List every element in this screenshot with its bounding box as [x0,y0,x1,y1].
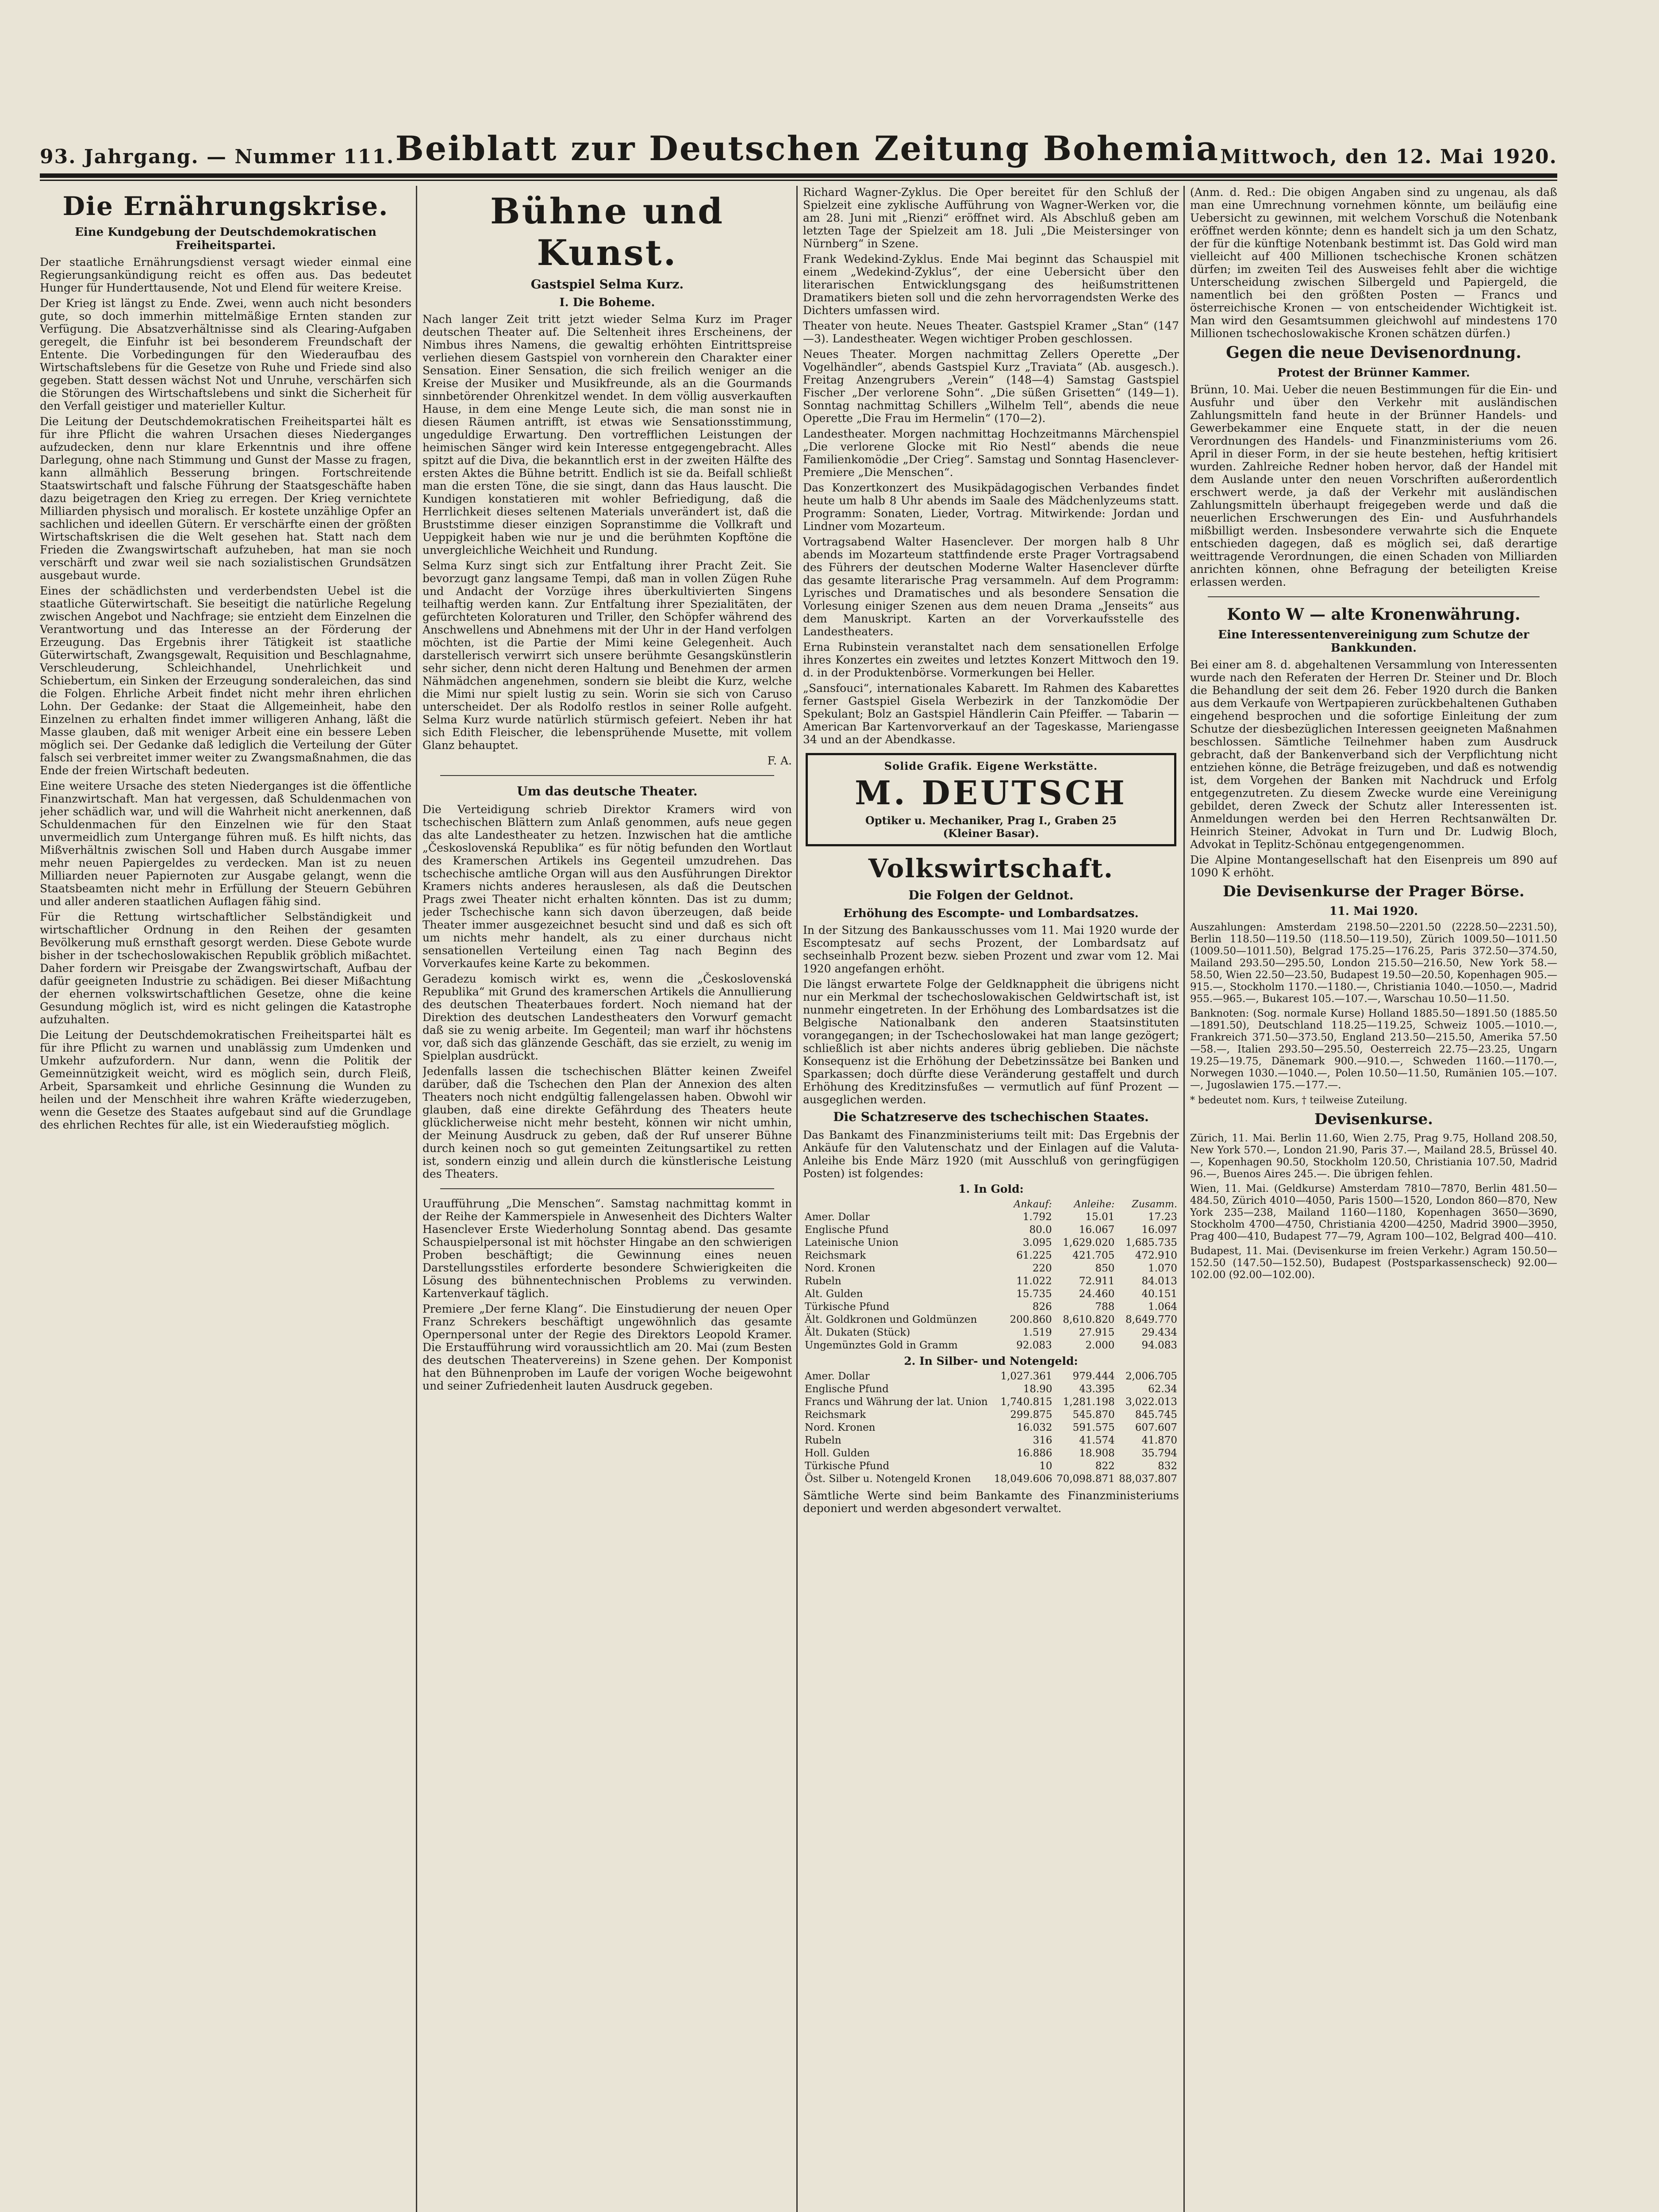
paragraph: Theater von heute. Neues Theater. Gastspiel Kramer „Stan“ (147—3). Landestheater. Wegen wichtiger Proben geschlossen. [803,319,1179,345]
paragraph: Das Bankamt des Finanzministeriums teilt mit: Das Ergebnis der Ankäufe für den Valutenschatz und der Einlagen auf die Valuta-Anleihe bis Ende März 1920 (mit Ausschluß von geringfügigen Posten) ist folgendes: [803,1129,1179,1180]
table-row [803,1383,1179,1396]
table-body [803,1370,1179,1486]
value-cell: 88,037.807 [1119,1473,1177,1485]
paragraph: Das Konzertkonzert des Musikpädagogischen Verbandes findet heute um halb 8 Uhr abends im Saale des Mädchenlyzeums statt. Programm: Sonaten, Lieder, Vortrag. Mitwirkende: Jordan und Lindner vom Mozarteum. [803,481,1179,533]
value-cell: 1,281.198 [1063,1396,1115,1408]
author-signature: F. A. [767,754,792,767]
value-cell: 850 [1095,1263,1115,1274]
paragraph: Vortragsabend Walter Hasenclever. Der morgen halb 8 Uhr abends im Mozarteum stattfindende erste Prager Vortragsabend des Führers der deutschen Moderne Walter Hasenclever dürfte das gesamte literarische Prag versammeln. Auf dem Programm: Lyrisches und Dramatisches und als besondere Sensation die Vorlesung einiger Szenen aus dem neuen Drama „Jenseits“ aus dem Manuskript. Karten an der Vorverkaufsstelle des Landestheaters. [803,535,1179,638]
value-cell: 832 [1158,1460,1177,1472]
ad-tagline: Solide Grafik. Eigene Werkstätte. [884,760,1098,772]
value-cell: 43.395 [1079,1383,1115,1395]
table-row [803,1275,1179,1288]
value-cell: 3.095 [1022,1237,1052,1248]
ad-address-note: (Kleiner Basar). [943,827,1039,840]
value-cell: 16.032 [1017,1422,1052,1433]
value-cell: 545.870 [1072,1409,1115,1421]
value-cell: 94.083 [1141,1340,1177,1351]
table-row [803,1434,1179,1447]
separator [440,1188,774,1189]
paragraph: Richard Wagner-Zyklus. Die Oper bereitet für den Schluß der Spielzeit eine zyklische Aufführung von Wagner-Werken vor, die am 28. Juni mit „Rienzi“ eröffnet wird. Als Abschluß geben am letzten Tage der Spielzeit am 18. Juli „Die Meistersinger von Nürnberg“ in Szene. [803,186,1179,250]
article-title: Die Ernährungskrise. [62,191,389,221]
gold-reserve-table [803,1198,1179,1352]
newspaper-title: Beiblatt zur Deutschen Zeitung Bohemia [395,129,1219,168]
value-cell: 299.875 [1010,1409,1052,1421]
currency-cell: Francs und Währung der lat. Union [805,1396,988,1408]
separator [1208,596,1540,597]
value-cell: 421.705 [1072,1250,1115,1261]
masthead-rule [40,173,1557,178]
value-cell: 845.745 [1135,1409,1177,1421]
table-row [803,1473,1179,1486]
value-cell: 62.34 [1148,1383,1177,1395]
value-cell: 18,049.606 [994,1473,1052,1485]
paragraph: Budapest, 11. Mai. (Devisenkurse im freien Verkehr.) Agram 150.50—152.50 (147.50—152.50), Budapest (Postsparkassenscheck) 92.00—102.00 (92.00—102.00). [1190,1245,1557,1281]
value-cell: 3,022.013 [1125,1396,1177,1408]
paragraph: Uraufführung „Die Menschen“. Samstag nachmittag kommt in der Reihe der Kammerspiele in Anwesenheit des Dichters Walter Hasenclever Erste Wiederholung Sonntag abend. Das gesamte Schauspielpersonal ist mit höchster Hingabe an den schwierigen Proben beschäftigt; die Gewinnung eines neuen Darstellungsstiles erforderte besondere Schwierigkeiten die Lösung des bühnentechnischen Problems zu verwinden. Kartenverkauf täglich. [422,1197,792,1300]
currency-cell: Amer. Dollar [805,1371,870,1382]
table-row [803,1447,1179,1460]
masthead [40,126,1557,168]
value-cell: 15.01 [1085,1211,1115,1223]
article-title: Um das deutsche Theater. [517,784,698,799]
value-cell: 316 [1033,1435,1052,1446]
article-title: Die Folgen der Geldnot. [908,888,1074,902]
value-cell: 1.792 [1022,1211,1052,1223]
value-cell: 591.575 [1072,1422,1115,1433]
paragraph: Der Krieg ist längst zu Ende. Zwei, wenn auch nicht besonders gute, so doch immerhin mittelmäßige Ernten standen zur Verfügung. Die Absatzverhältnisse sind als Clearing-Aufgaben geregelt, die Einfuhr ist bei besonderem Freundschaft der Entente. Die Vorbedingungen für den Wiederaufbau des Wirtschaftslebens für die Gesetze von Ruhe und Friede sind also gegeben. Statt dessen wächst Not und Unruhe, verschärfen sich die Störungen des Wirtschaftslebens und sinkt die Sicherheit für den Verfall geistiger und materieller Kultur. [40,297,411,412]
footnote: * bedeutet nom. Kurs, † teilweise Zuteilung. [1190,1095,1408,1106]
value-cell: 200.860 [1010,1314,1052,1325]
paragraph: (Anm. d. Red.: Die obigen Angaben sind zu ungenau, als daß man eine Umrechnung vornehmen könnte, um beiläufig eine Uebersicht zu gewinnen, mit welchem Vorschuß die Notenbank eröffnet werden könnte; denn es handelt sich ja um den Schatz, der für die künftige Notenbank bestimmt ist. Das Gold wird man vielleicht auf 400 Millionen tschechische Kronen schätzen dürfen; im zweiten Teil des Ausweises fehlt aber die wichtige Unterscheidung zwischen Silbergeld und Papiergeld, die namentlich bei den größten Posten — Francs und österreichische Kronen — von entscheidender Wichtigkeit ist. Man wird den Gesamtsummen gleichwohl auf mindestens 170 Millionen tschechoslowakische Kronen schätzen dürfen.) [1190,186,1557,340]
paragraph: Eine weitere Ursache des steten Niederganges ist die öffentliche Finanzwirtschaft. Man hat vergessen, daß Schuldenmachen von jeher schädlich war, und will die Wahrheit nicht anerkennen, daß Schuldenmachen für den Einzelnen wie für den Staat unvermeidlich zum Untergange führen muß. Es hilft nichts, das Mißverhältnis zwischen Soll und Haben durch Ausgabe immer mehr neuen Papiergeldes zu verdecken. Man ist zu neuen Milliarden neuer Papiernoten zur Ausgabe gelangt, wenn die Staatsbeamten nicht mehr in Erfüllung der Steuern Gebühren und aller anderen staatlichen Auflagen fähig sind. [40,780,411,908]
table-row [803,1326,1179,1339]
value-cell: 1.070 [1148,1263,1177,1274]
value-cell: 61.225 [1016,1250,1052,1261]
value-cell: 8,610.820 [1063,1314,1115,1325]
table-row [803,1237,1179,1249]
value-cell: 84.013 [1141,1275,1177,1287]
table-heading: 2. In Silber- und Notengeld: [904,1355,1078,1367]
column-divider [1183,186,1185,2212]
paragraph: Brünn, 10. Mai. Ueber die neuen Bestimmungen für die Ein- und Ausfuhr und über den Verkehr mit ausländischen Zahlungsmitteln fand heute in der Brünner Handels- und Gewerbekammer eine Enquete statt, in der die neuen Verordnungen des Handels- und Finanzministeriums vom 26. April in dieser Form, in der sie heute bestehen, heftig kritisiert wurden. Zahlreiche Redner hoben hervor, daß der Handel mit dem Auslande unter den neuen Vorschriften außerordentlich erschwert werde, ja daß der Verkehr mit ausländischen Zahlungsmitteln überhaupt freigegeben werde und daß die neuerlichen Erschwerungen des Ein- und Ausfuhrhandels mißbilligt werden. Insbesondere verwahrte sich die Enquete entschieden dagegen, daß es möglich sei, daß derartige weittragende Verordnungen, die einen Schaden von Milliarden anrichten können, ohne Befragung der beteiligten Kreise erlassen werden. [1190,383,1557,588]
table-row [803,1211,1179,1224]
paragraph: Wien, 11. Mai. (Geldkurse) Amsterdam 7810—7870, Berlin 481.50—484.50, Zürich 4010—4050, Paris 1500—1520, London 860—870, New York 235—238, Mailand 1160—1180, Kopenhagen 3650—3690, Stockholm 4700—4750, Christiania 4200—4250, Madrid 3900—3950, Prag 400—410, Budapest 77—79, Agram 100—102, Belgrad 400—410. [1190,1183,1557,1242]
value-cell: 15.735 [1016,1288,1052,1300]
column-divider [796,186,798,2212]
value-cell: 1.064 [1148,1301,1177,1313]
article-subtitle: Protest der Brünner Kammer. [1277,366,1470,380]
value-cell: 40.151 [1141,1288,1177,1300]
table-row [803,1249,1179,1262]
column-3 [803,186,1179,2212]
paragraph: Geradezu komisch wirkt es, wenn die „Československá Republika“ mit Grund des kramerschen Artikels die Annullierung des deutschen Theaterbaues fordert. Noch niemand hat der Direktion des deutschen Landestheaters den Vorwurf gemacht daß sie zu wenig arbeite. Im Gegenteil; man warf ihr höchstens vor, daß sich das glänzende Geschäft, das sie erzielt, zu wenig im Spielplan ausdrückt. [422,972,792,1062]
paragraph: Jedenfalls lassen die tschechischen Blätter keinen Zweifel darüber, daß die Tschechen den Plan der Annexion des alten Theaters noch nicht endgültig fallengelassen haben. Obwohl wir glauben, daß eine direkte Gefährdung des Theaters heute glücklicherweise nicht mehr besteht, können wir nicht umhin, der Meinung Ausdruck zu geben, daß der Ruf unserer Bühne durch keinen noch so gut gemeinten Zeitungsartikel zu retten ist, sondern einzig und allein durch die künstlerische Leistung des Theaters. [422,1065,792,1180]
currency-cell: Ält. Dukaten (Stück) [805,1327,910,1338]
currency-cell: Öst. Silber u. Notengeld Kronen [805,1473,971,1485]
column-header: Anleihe: [1074,1199,1115,1210]
section-title: Volkswirtschaft. [868,853,1114,883]
value-cell: 788 [1095,1301,1115,1313]
currency-cell: Englische Pfund [805,1224,889,1236]
paragraph: Premiere „Der ferne Klang“. Die Einstudierung der neuen Oper Franz Schrekers beschäftigt ungewöhnlich das gesamte Opernpersonal unter der Regie des Direktors Leopold Kramer. Die Erstaufführung wird voraussichtlich am 20. Mai (zum Besten des deutschen Theatervereins) in Szene gehen. Der Komponist hat den Bühnenproben im Laufe der vorigen Woche beigewohnt und seiner Zufriedenheit lauten Ausdruck gegeben. [422,1302,792,1392]
issue-number: 93. Jahrgang. — Nummer 111. [40,146,395,168]
article-title: Devisenkurse. [1314,1110,1433,1128]
advertisement [806,753,1176,846]
table-heading: 1. In Gold: [958,1183,1024,1195]
value-cell: 2,006.705 [1125,1371,1177,1382]
table-row [803,1460,1179,1473]
currency-cell: Türkische Pfund [805,1460,890,1472]
paragraph: Landestheater. Morgen nachmittag Hochzeitmanns Märchenspiel „Die verlorene Glocke mit Rio Nestl“ abends die neue Familienkomödie „Der Crieg“. Samstag und Sonntag Hasenclever-Premiere „Die Menschen“. [803,427,1179,479]
paragraph: Der staatliche Ernährungsdienst versagt wieder einmal eine Regierungsankündigung reicht es offen aus. Das bedeutet Hunger für Hunderttausende, Not und Elend für weitere Kreise. [40,256,411,294]
currency-cell: Reichsmark [805,1250,866,1261]
table-row [803,1262,1179,1275]
value-cell: 1,629.020 [1063,1237,1115,1248]
value-cell: 41.870 [1141,1435,1177,1446]
value-cell: 92.083 [1016,1340,1052,1351]
article-date: 11. Mai 1920. [1329,905,1418,918]
table-row [803,1313,1179,1326]
value-cell: 16.067 [1079,1224,1115,1236]
table-row [803,1396,1179,1409]
value-cell: 607.607 [1135,1422,1177,1433]
table-row [803,1409,1179,1421]
paragraph: Eines der schädlichsten und verderbendsten Uebel ist die staatliche Güterwirtschaft. Sie beseitigt die natürliche Regelung zwischen Angebot und Nachfrage; sie entzieht dem Einzelnen die Verantwortung und das Interesse an der Förderung der Erzeugung. Das Ergebnis ihrer Tätigkeit ist staatliche Güterwirtschaft, Zwangsgewalt, Requisition und Beschlagnahme, Verschleuderung, Schleichhandel, Unehrlichkeit und Schiebertum, ein Sinken der Erzeugung sonderaleichen, das sind die Folgen. Ehrliche Arbeit findet nicht mehr ihren ehrlichen Lohn. Der Gedanke: der Staat die Allgemeinheit, habe den Einzelnen zu erhalten findet immer willigeren Anhang, läßt die Masse glauben, daß mit weniger Arbeit eine ein bessere Leben möglich sei. Der Gedanke daß lediglich die Verteilung der Güter falsch sei verbreitet immer weiter zu Zwangsmaßnahmen, die das Ende der freien Wirtschaft bedeuten. [40,584,411,777]
currency-cell: Türkische Pfund [805,1301,890,1313]
table-row [803,1370,1179,1383]
article-title: Konto W — alte Kronenwährung. [1227,605,1521,624]
table-footer: Sämtliche Werte sind beim Bankamte des Finanzministeriums deponiert und werden abgesondert verwaltet. [803,1489,1179,1515]
value-cell: 826 [1032,1301,1052,1313]
section-title: Bühne und Kunst. [490,190,725,273]
paragraph: Die Verteidigung schrieb Direktor Kramers wird von tschechischen Blättern zum Anlaß genommen, aufs neue gegen das alte Landestheater zu hetzen. Inzwischen hat die amtliche „Československá Republika“ es für nötig befunden den Wortlaut des Kramerschen Artikels ins Gegenteil umzudrehen. Das tschechische amtliche Organ will aus den Ausführungen Direktor Kramers nichts anderes herauslesen, als daß die Deutschen Prags zwei Theater nicht erhalten könnten. Das ist zu dumm; jeder Tschechische kann sich davon überzeugen, daß beide Theater immer ausgezeichnet besucht sind und daß es sich oft um nichts mehr handelt, als zu einer durchaus nicht sensationellen Verteilung einen Tag nach Beginn des Vorverkaufes keine Karte zu bekommen. [422,803,792,970]
paragraph: Frank Wedekind-Zyklus. Ende Mai beginnt das Schauspiel mit einem „Wedekind-Zyklus“, der eine Uebersicht über den literarischen Entwicklungsgang des heißumstrittenen Dramatikers bieten soll und die zehn hervorragendsten Werke des Dichters umfassen wird. [803,253,1179,317]
currency-cell: Ungemünztes Gold in Gramm [805,1340,958,1351]
value-cell: 70,098.871 [1056,1473,1115,1485]
value-cell: 80.0 [1029,1224,1052,1236]
value-cell: 16.886 [1017,1448,1052,1459]
masthead-rule-thin [40,180,1557,181]
paragraph: Für die Rettung wirtschaftlicher Selbständigkeit und wirtschaftlicher Ordnung in den Reihen der gesamten Bevölkerung muß ernsthaft gesorgt werden. Diese Gebote wurde bisher in der tschechoslowakischen Republik gröblich mißachtet. Daher fordern wir Preisgabe der Zwangswirtschaft, Aufbau der dafür geeigneten Industrie zu schädigen. Bei dieser Mißachtung der ehernen volkswirtschaftlichen Gesetze, ohne die keine Gesundung möglich ist, wird es nicht gelingen die Katastrophe aufzuhalten. [40,910,411,1026]
value-cell: 11.022 [1016,1275,1052,1287]
paragraph: Erna Rubinstein veranstaltet nach dem sensationellen Erfolge ihres Konzertes ein zweites und letztes Konzert Mittwoch den 19. d. in der Produktenbörse. Vormerkungen bei Heller. [803,641,1179,679]
table-row [803,1288,1179,1301]
table-row [803,1301,1179,1313]
column-2 [422,186,792,2212]
column-header [803,1198,1002,1211]
paragraph: Auszahlungen: Amsterdam 2198.50—2201.50 (2228.50—2231.50), Berlin 118.50—119.50 (118.50—119.50), Zürich 1009.50—1011.50 (1009.50—1011.50), Belgrad 175.25—176.25, Paris 372.50—374.50, Mailand 293.50—295.50, London 215.50—216.50, New York 58.—58.50, Wien 22.50—23.50, Budapest 19.50—20.50, Kopenhagen 905.—915.—, Stockholm 1170.—1180.—, Christiania 1040.—1050.—, Madrid 955.—965.—, Bukarest 105.—107.—, Warschau 10.50—11.50. [1190,922,1557,1005]
paragraph: Zürich, 11. Mai. Berlin 11.60, Wien 2.75, Prag 9.75, Holland 208.50, New York 570.—, London 21.90, Paris 37.—, Mailand 28.5, Brüssel 40.—, Kopenhagen 90.50, Stockholm 120.50, Christiania 107.50, Madrid 96.—, Buenos Aires 245.—. Die übrigen fehlen. [1190,1133,1557,1180]
ad-address: Optiker u. Mechaniker, Prag I., Graben 25 [865,814,1117,827]
value-cell: 8,649.770 [1125,1314,1177,1325]
paragraph: Die Alpine Montangesellschaft hat den Eisenpreis um 890 auf 1090 K erhöht. [1190,853,1557,879]
paragraph: In der Sitzung des Bankausschusses vom 11. Mai 1920 wurde der Escomptesatz auf sechs Prozent, der Lombardsatz auf sechseinhalb Prozent bezw. sieben Prozent und zwar vom 12. Mai 1920 angefangen erhöht. [803,924,1179,975]
value-cell: 1.519 [1022,1327,1052,1338]
column-4 [1190,186,1557,2212]
value-cell: 17.23 [1148,1211,1177,1223]
currency-cell: Rubeln [805,1275,841,1287]
paragraph: „Sansfouci“, internationales Kabarett. Im Rahmen des Kabarettes ferner Gastspiel Gisela Werbezirk in der Tanzkomödie Der Spekulant; Bolz an Gastspiel Händlerin Cain Pfeiffer. — Tabarin — American Bar Kartenvorverkauf an der Tageskasse, Mariengasse 34 und an der Abendkasse. [803,682,1179,746]
article-title: Gastspiel Selma Kurz. [530,277,684,292]
value-cell: 72.911 [1079,1275,1115,1287]
value-cell: 24.460 [1079,1288,1115,1300]
currency-cell: Rubeln [805,1435,841,1446]
table-row [803,1421,1179,1434]
currency-cell: Nord. Kronen [805,1263,876,1274]
value-cell: 27.915 [1079,1327,1115,1338]
column-header: Ankauf: [1014,1199,1052,1210]
value-cell: 822 [1095,1460,1115,1472]
value-cell: 1,027.361 [1000,1371,1052,1382]
value-cell: 10 [1039,1460,1052,1472]
currency-cell: Ält. Goldkronen und Goldmünzen [805,1314,977,1325]
currency-cell: Alt. Gulden [805,1288,863,1300]
currency-cell: Nord. Kronen [805,1422,876,1433]
value-cell: 979.444 [1072,1371,1115,1382]
value-cell: 2.000 [1085,1340,1115,1351]
value-cell: 18.90 [1023,1383,1052,1395]
paragraph: Bei einer am 8. d. abgehaltenen Versammlung von Interessenten wurde nach den Referaten der Herren Dr. Steiner und Dr. Bloch die Behandlung der seit dem 26. Feber 1920 durch die Banken aus dem Verkaufe von Wertpapieren zurückbehaltenen Guthaben eingehend besprochen und die sofortige Einleitung der zum Schutze der diesbezüglichen Interessen geeigneten Maßnahmen beschlossen. Sämtliche Teilnehmer haben zum Ausdruck gebracht, daß der Bankenverband sich der Verpflichtung nicht entziehen könne, die Beträge freizugeben, und daß es notwendig ist, dem Vorgehen der Banken mit Nachdruck und Erfolg entgegenzutreten. Zu diesem Zwecke wurde eine Vereinigung gebildet, deren Zweck der Schutz aller Interessenten ist. Anmeldungen werden bei den Herren Rechtsanwälten Dr. Heinrich Steiner, Advokat in Turn und Dr. Ludwig Bloch, Advokat in Teplitz-Schönau entgegengenommen. [1190,658,1557,851]
silver-reserve-table [803,1370,1179,1486]
ad-company-name: M. DEUTSCH [855,774,1127,812]
article-subtitle: I. Die Boheme. [559,296,655,309]
value-cell: 16.097 [1141,1224,1177,1236]
value-cell: 220 [1032,1263,1052,1274]
paragraph: Die Leitung der Deutschdemokratischen Freiheitspartei hält es für ihre Pflicht zu warnen und unablässig zum Umdenken und Umkehr aufzufordern. Nur dann, wenn die Politik der Gemeinnützigkeit weicht, wird es möglich sein, durch Fleiß, Arbeit, Sparsamkeit und ehrliche Gesinnung die Wunden zu heilen und der Menschheit ihre wahren Kräfte wiederzugeben, wenn die Gesetze des Staates aufgebaut sind auf die Grundlage des ehrlichen Rechtes für alle, ist ein Wiederaufstieg möglich. [40,1029,411,1131]
paragraph: Banknoten: (Sog. normale Kurse) Holland 1885.50—1891.50 (1885.50—1891.50), Deutschland 118.25—119.25, Schweiz 1005.—1010.—, Frankreich 371.50—373.50, England 213.50—215.50, Amerika 57.50—58.—, Italien 293.50—295.50, Oesterreich 22.75—23.25, Ungarn 19.25—19.75, Dänemark 900.—910.—, Schweden 1160.—1170.—, Norwegen 1030.—1040.—, Polen 10.50—11.50, Rumänien 105.—107.—, Jugoslawien 175.—177.—. [1190,1008,1557,1091]
currency-cell: Holl. Gulden [805,1448,870,1459]
table-row [803,1224,1179,1237]
table-row [803,1339,1179,1352]
value-cell: 1,740.815 [1000,1396,1052,1408]
article-title: Gegen die neue Devisenordnung. [1226,343,1521,362]
issue-date: Mittwoch, den 12. Mai 1920. [1220,146,1557,168]
article-title: Die Schatzreserve des tschechischen Staates. [833,1110,1149,1124]
value-cell: 18.908 [1079,1448,1115,1459]
article-subtitle: Erhöhung des Escompte- und Lombardsatzes. [843,907,1139,920]
article-subtitle: Eine Interessentenvereinigung zum Schutze der Bankkunden. [1218,628,1529,655]
value-cell: 1,685.735 [1125,1237,1177,1248]
currency-cell: Englische Pfund [805,1383,889,1395]
separator [440,775,774,776]
value-cell: 41.574 [1079,1435,1115,1446]
column-1 [40,186,411,2212]
article-title: Die Devisenkurse der Prager Börse. [1223,883,1525,900]
table-body [803,1211,1179,1352]
value-cell: 29.434 [1141,1327,1177,1338]
article-subtitle: Eine Kundgebung der Deutschdemokratischen Freiheitspartei. [75,226,376,252]
currency-cell: Lateinische Union [805,1237,899,1248]
paragraph: Selma Kurz singt sich zur Entfaltung ihrer Pracht Zeit. Sie bevorzugt ganz langsame Tempi, daß man in vollen Zügen Ruhe und Andacht der Vorzüge ihres überkultivierten Singens teilhaftig werden kann. Zur Entfaltung ihrer Spezialitäten, der gefürchteten Koloraturen und Triller, den Schöpfer während des Anschwellens und Abnehmens mit der Uhr in der Hand verfolgen möchten, ist die Partie der Mimi keine Gelegenheit. Auch darstellerisch verwirrt sich unsere berühmte Gesangskünstlerin sehr sicher, denn nicht deren Haltung und Benehmen der armen Nähmädchen angenehmen, sondern sie bleibt die Kurz, welche die Mimi nur spielt lustig zu sein. Worin sie sich von Caruso unterscheidet. Der als Rodolfo restlos in seiner Rolle aufgeht. Selma Kurz wurde natürlich stürmisch gefeiert. Neben ihr hat sich Edith Fleischer, die lebensprühende Musette, mit vollem Glanz behauptet. [422,559,792,752]
column-header: Zusamm. [1132,1199,1177,1210]
currency-cell: Amer. Dollar [805,1211,870,1223]
value-cell: 472.910 [1135,1250,1177,1261]
paragraph: Nach langer Zeit tritt jetzt wieder Selma Kurz im Prager deutschen Theater auf. Die Seltenheit ihres Erscheinens, der Nimbus ihres Namens, die gewaltig erhöhten Eintrittspreise verliehen diesem Gastspiel von vornherein den Charakter einer Sensation. Einer Sensation, die sich freilich weniger an die Kreise der Musiker und Musikfreunde, als an die Gourmands sinnbetörender Ohrenkitzel wendet. In dem völlig ausverkauften Hause, in dem eine Menge Leute sich, die man sonst nie in diesen Räumen antrifft, ist etwas wie Sensationsstimmung, ungeduldige Erwartung. Den vortrefflichen Leistungen der heimischen Sänger wird kein Interesse entgegengebracht. Alles spitzt auf die Diva, die bekanntlich erst in der zweiten Hälfte des ersten Aktes die Bühne betritt. Endlich ist sie da. Beifall schließt man die ersten Töne, die sie singt, dann das Haus lauscht. Die Kundigen konstatieren mit wohler Befriedigung, daß die Herrlichkeit dieses seltenen Materials unverändert ist, daß die Bruststimme dieser einzigen Sopranstimme die Vollkraft und Ueppigkeit haben wie nur je und die berühmten Kopftöne die unvergleichliche Weichheit und Rundung. [422,313,792,557]
paragraph: Neues Theater. Morgen nachmittag Zellers Operette „Der Vogelhändler“, abends Gastspiel Kurz „Traviata“ (Ab. ausgesch.). Freitag Anzengrubers „Verein“ (148—4) Samstag Gastspiel Fischer „Der verlorene Sohn“. „Die süßen Grisetten“ (149—1). Sonntag nachmittag Schillers „Wilhelm Tell“, abends die neue Operette „Die Frau im Hermelin“ (170—2). [803,348,1179,425]
currency-cell: Reichsmark [805,1409,866,1421]
paragraph: Die längst erwartete Folge der Geldknappheit die übrigens nicht nur ein Merkmal der tschechoslowakischen Geldwirtschaft ist, ist nunmehr eingetreten. In der Erhöhung des Lombardsatzes ist die Belgische Nationalbank den anderen Staatsinstituten vorangegangen; in der Tschechoslowakei hat man lange gezögert; schließlich ist aber nichts anderes übrig geblieben. Die nächste Konsequenz ist die Erhöhung der Debetzinssätze bei Banken und Sparkassen; doch dürfte diese Veränderung gestaffelt und durch Erhöhung des Kreditzinsfußes — vermutlich auf fünf Prozent — ausgeglichen werden. [803,978,1179,1106]
paragraph: Die Leitung der Deutschdemokratischen Freiheitspartei hält es für ihre Pflicht die wahren Ursachen dieses Niederganges aufzudecken, denn nur klare Erkenntnis und ihre offene Darlegung, ohne nach Stimmung und Gunst der Masse zu fragen, kann allmählich Besserung bringen. Fortschreitende Staatswirtschaft und falsche Führung der Staatsgeschäfte haben dazu beigetragen den Krieg zu erregen. Der Krieg vernichtete Milliarden physisch und moralisch. Er kostete unzählige Opfer an sachlichen und ideellen Gütern. Er verschärfte einen der größten Wirtschaftskrisen die die Welt gesehen hat. Statt nach dem Frieden die Zwangswirtschaft aufzuheben, hat man sie noch verschärft und zwar weil sie nach sozialistischen Grundsätzen ausgebaut wurde. [40,415,411,582]
column-divider [416,186,417,2212]
value-cell: 35.794 [1141,1448,1177,1459]
